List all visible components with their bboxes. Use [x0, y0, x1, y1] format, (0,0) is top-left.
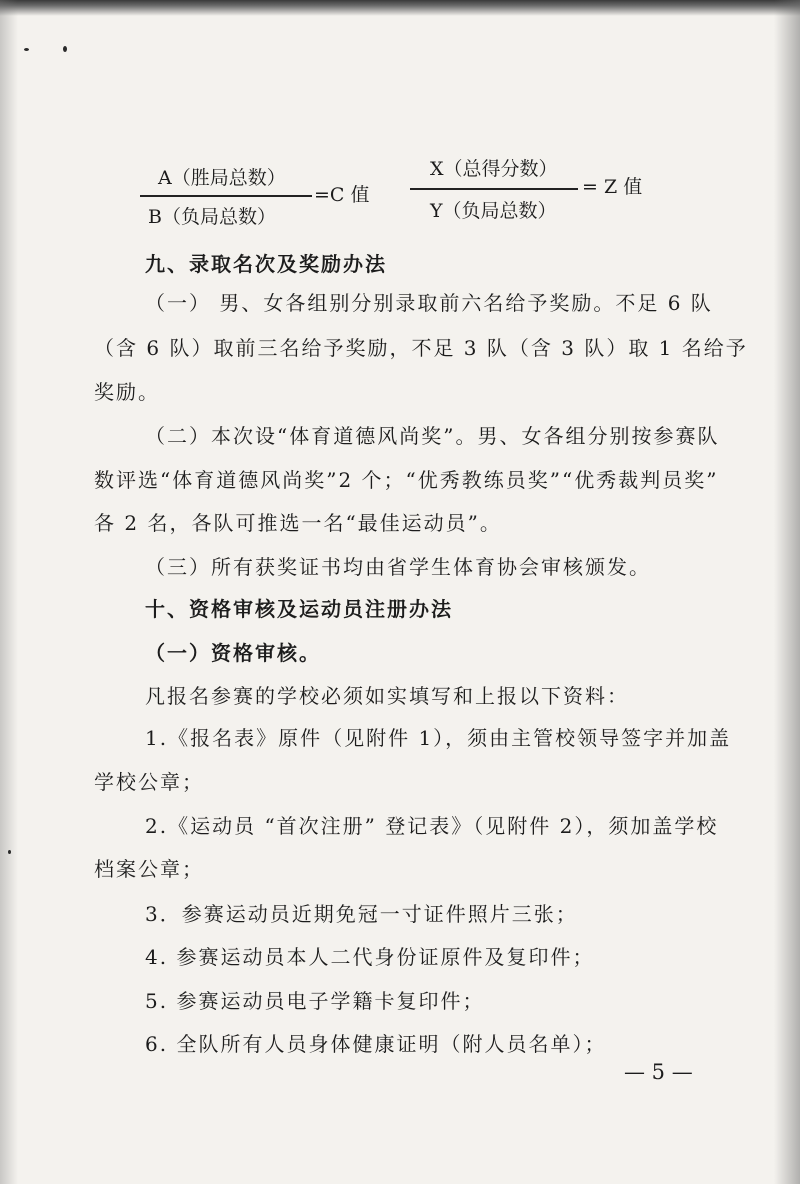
scan-speck — [63, 46, 67, 52]
scan-shadow-right — [774, 0, 800, 1184]
section-9-paragraph-1-line-3: 奖励。 — [94, 380, 160, 404]
scan-speck — [24, 48, 29, 51]
formula-z-result: = Z 值 — [582, 176, 643, 198]
formula-z-fraction-line — [410, 188, 578, 190]
section-9-paragraph-1-line-2: （含 6 队）取前三名给予奖励，不足 3 队（含 3 队）取 1 名给予 — [94, 336, 748, 360]
section-10-heading: 十、资格审核及运动员注册办法 — [145, 597, 453, 621]
scan-shadow-left — [0, 0, 18, 1184]
scan-shadow-top — [0, 0, 800, 16]
formula-z-value — [410, 152, 670, 232]
formula-z-numerator: X（总得分数） — [430, 158, 558, 180]
list-item-4: 4. 参赛运动员本人二代身份证原件及复印件； — [145, 945, 595, 969]
section-9-heading: 九、录取名次及奖励办法 — [145, 252, 387, 276]
formula-z-denominator: Y（负局总数） — [430, 200, 557, 222]
formula-c-numerator: A（胜局总数） — [158, 167, 286, 189]
formula-c-fraction-line — [140, 195, 312, 197]
list-item-5: 5. 参赛运动员电子学籍卡复印件； — [145, 989, 485, 1013]
list-item-2-line-1: 2.《运动员 “首次注册” 登记表》（见附件 2），须加盖学校 — [145, 814, 719, 838]
list-item-6: 6. 全队所有人员身体健康证明（附人员名单）； — [145, 1032, 607, 1056]
list-item-1-line-1: 1.《报名表》原件（见附件 1），须由主管校领导签字并加盖 — [145, 726, 732, 750]
page-number: — 5 — — [624, 1060, 693, 1084]
formula-c-result: =C 值 — [314, 184, 370, 206]
section-9-paragraph-2-line-2: 数评选“体育道德风尚奖”2 个；“优秀教练员奖”“优秀裁判员奖” — [94, 468, 719, 492]
list-item-2-line-2: 档案公章； — [94, 857, 204, 881]
section-9-paragraph-2-line-3: 各 2 名，各队可推选一名“最佳运动员”。 — [94, 511, 502, 535]
section-9-paragraph-1-line-1: （一） 男、女各组别分别录取前六名给予奖励。不足 6 队 — [145, 291, 713, 315]
section-9-paragraph-2-line-1: （二）本次设“体育道德风尚奖”。男、女各组分别按参赛队 — [145, 424, 720, 448]
list-item-1-line-2: 学校公章； — [94, 770, 204, 794]
list-item-3: 3．参赛运动员近期免冠一寸证件照片三张； — [145, 902, 578, 926]
section-10-subheading: （一）资格审核。 — [145, 641, 321, 665]
section-9-paragraph-3: （三）所有获奖证书均由省学生体育协会审核颁发。 — [145, 555, 651, 579]
formula-c-value — [140, 160, 380, 235]
formula-c-denominator: B（负局总数） — [148, 206, 276, 228]
section-10-intro: 凡报名参赛的学校必须如实填写和上报以下资料： — [145, 684, 629, 708]
scan-speck — [8, 850, 11, 854]
